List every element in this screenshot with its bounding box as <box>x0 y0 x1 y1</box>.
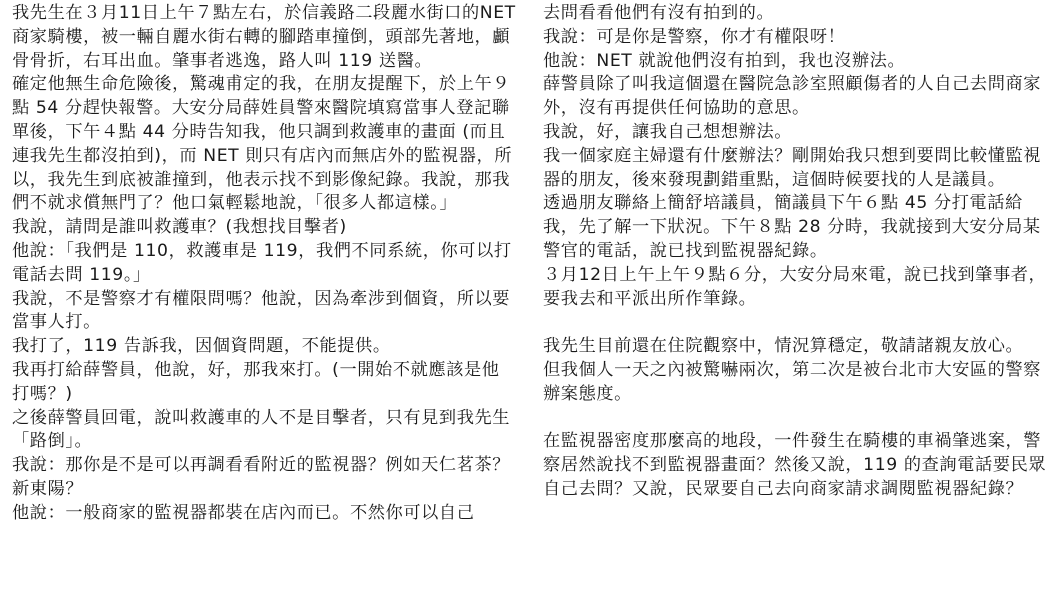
paragraph-police-reply-110: 他說：「我們是 110，救護車是 119，我們不同系統，你可以打電話去問 119。」 <box>12 240 512 285</box>
paragraph-net-no-footage: 他說：NET 就說他們沒有拍到，我也沒辦法。 <box>543 50 906 71</box>
paragraph-think-solution: 我說，好，讓我自己想想辦法。 <box>543 121 793 142</box>
paragraph-119-call: 我打了，119 告訴我，因個資問題，不能提供。 <box>12 336 391 357</box>
paragraph-police-report: 確定他無生命危險後，驚魂甫定的我，在朋友提醒下，於上午９點 54 分趕快報警。大安分局薛姓員警來醫院填寫當事人登記聯單後，下午４點 44 分時告知我，他只調到救護車的畫面 (而且連我先生都沒拍到)，而 NET 則只有店內而無店外的監視器，所以，我先生到底被誰撞到，他表示找不到影像紀錄。我說，那我們不就求償無門了？他口氣輕鬆地說，「很多人都這樣。」 <box>12 74 513 214</box>
paragraph-cctv-request: 我說：那你是不是可以再調看看附近的監視器？例如天仁茗茶？新東陽？ <box>12 455 511 499</box>
paragraph-ask-shops: 去問看看他們有沒有拍到的。 <box>543 3 775 23</box>
paragraph-no-assistance: 薛警員除了叫我這個還在醫院急診室照顧傷者的人自己去問商家外，沒有再提供任何協助的意思。 <box>543 74 1042 119</box>
paragraph-call-officer: 我再打給薛警員，他說，好，那我來打。(一開始不就應該是他打嗎？) <box>12 359 500 404</box>
paragraph-councilor-contact: 透過朋友聯絡上簡舒培議員，簡議員下午６點 45 分打電話給我，先了解一下狀況。下午８點 28 分時，我就接到大安分局某警官的電話，說已找到監視器紀錄。 <box>543 193 1041 261</box>
left-text-column <box>12 2 517 526</box>
paragraph-frightened-twice: 但我個人一天之內被驚嚇兩次，第二次是被台北市大安區的警察辦案態度。 <box>543 359 1042 404</box>
paragraph-find-councilor: 我一個家庭主婦還有什麼辦法？剛開始我只想到要問比較懂監視器的朋友，後來發現劃錯重點，這個時候要找的人是議員。 <box>543 145 1042 190</box>
paragraph-cctv-reply: 他說：一般商家的監視器都裝在店內而已。不然你可以自己 <box>12 502 475 523</box>
paragraph-authority-remark: 我說：可是你是警察，你才有權限呀！ <box>543 26 846 47</box>
paragraph-privacy-reply: 我說，不是警察才有權限問嗎？他說，因為牽涉到個資，所以要當事人打。 <box>12 288 511 333</box>
paragraph-ambulance-question: 我說，請問是誰叫救護車？(我想找目擊者) <box>12 217 347 238</box>
paragraph-suspect-found: ３月12日上午上午９點６分，大安分局來電，說已找到肇事者，要我去和平派出所作筆錄。 <box>543 264 1047 309</box>
paragraph-closing-questions: 在監視器密度那麼高的地段，一件發生在騎樓的車禍肇逃案，警察居然說找不到監視器畫面？然後又說，119 的查詢電話要民眾自己去問？又說，民眾要自己去向商家請求調閱監視器紀錄？ <box>543 431 1047 499</box>
paragraph-accident-report: 我先生在３月11日上午７點左右，於信義路二段麗水街口的NET商家騎樓，被一輛自麗水街右轉的腳踏車撞倒，頭部先著地，顱骨骨折，右耳出血。肇事者逃逸，路人叫 119 送醫。 <box>12 3 516 71</box>
paragraph-spacer <box>543 311 1048 335</box>
paragraph-husband-status: 我先生目前還在住院觀察中，情況算穩定，敬請諸親友放心。 <box>543 336 1024 357</box>
paragraph-officer-callback: 之後薛警員回電，說叫救護車的人不是目擊者，只有見到我先生「路倒」。 <box>12 407 511 452</box>
paragraph-spacer <box>543 407 1048 431</box>
right-text-column <box>543 2 1048 502</box>
